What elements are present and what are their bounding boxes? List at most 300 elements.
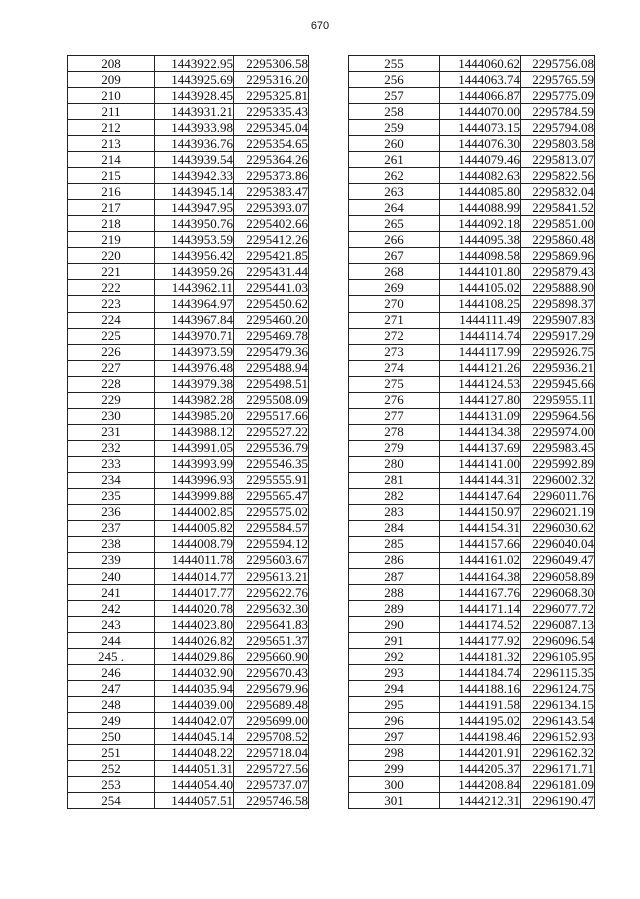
- x-coordinate-cell: 1443985.20: [155, 408, 234, 424]
- table-row: [349, 168, 595, 184]
- point-number-cell: 299: [349, 761, 440, 777]
- point-number-cell: 275: [349, 376, 440, 392]
- x-coordinate-cell: 1443993.99: [155, 456, 234, 472]
- table-row: [68, 424, 309, 440]
- table-row: [68, 777, 309, 793]
- y-coordinate-cell: 2296040.04: [521, 536, 595, 552]
- table-row: [349, 152, 595, 168]
- x-coordinate-cell: 1444011.78: [155, 552, 234, 568]
- x-coordinate-cell: 1444150.97: [440, 504, 521, 520]
- point-number-cell: 280: [349, 456, 440, 472]
- table-row: [349, 200, 595, 216]
- x-coordinate-cell: 1444127.80: [440, 392, 521, 408]
- table-row: [68, 729, 309, 745]
- x-coordinate-cell: 1443942.33: [155, 168, 234, 184]
- y-coordinate-cell: 2295907.83: [521, 312, 595, 328]
- x-coordinate-cell: 1443933.98: [155, 120, 234, 136]
- y-coordinate-cell: 2295460.20: [234, 312, 309, 328]
- table-row: [68, 376, 309, 392]
- point-number-cell: 216: [68, 184, 155, 200]
- table-row: [349, 681, 595, 697]
- x-coordinate-cell: 1443945.14: [155, 184, 234, 200]
- point-number-cell: 221: [68, 264, 155, 280]
- point-number-cell: 217: [68, 200, 155, 216]
- y-coordinate-cell: 2295926.75: [521, 344, 595, 360]
- point-number-cell: 285: [349, 536, 440, 552]
- point-number-cell: 209: [68, 72, 155, 88]
- x-coordinate-cell: 1443959.26: [155, 264, 234, 280]
- y-coordinate-cell: 2295450.62: [234, 296, 309, 312]
- table-row: [349, 569, 595, 585]
- x-coordinate-cell: 1444002.85: [155, 504, 234, 520]
- y-coordinate-cell: 2296011.76: [521, 488, 595, 504]
- point-number-cell: 241: [68, 585, 155, 601]
- table-row: [349, 88, 595, 104]
- coordinate-table-left: [67, 55, 309, 809]
- point-number-cell: 231: [68, 424, 155, 440]
- x-coordinate-cell: 1443976.48: [155, 360, 234, 376]
- y-coordinate-cell: 2295354.65: [234, 136, 309, 152]
- table-row: [349, 104, 595, 120]
- table-row: [68, 72, 309, 88]
- x-coordinate-cell: 1443939.54: [155, 152, 234, 168]
- y-coordinate-cell: 2296058.89: [521, 569, 595, 585]
- x-coordinate-cell: 1444188.16: [440, 681, 521, 697]
- point-number-cell: 270: [349, 296, 440, 312]
- point-number-cell: 261: [349, 152, 440, 168]
- y-coordinate-cell: 2295794.08: [521, 120, 595, 136]
- table-row: [68, 360, 309, 376]
- point-number-cell: 267: [349, 248, 440, 264]
- point-number-cell: 271: [349, 312, 440, 328]
- y-coordinate-cell: 2295316.20: [234, 72, 309, 88]
- point-number-cell: 232: [68, 440, 155, 456]
- table-row: [68, 617, 309, 633]
- x-coordinate-cell: 1444108.25: [440, 296, 521, 312]
- x-coordinate-cell: 1444111.49: [440, 312, 521, 328]
- point-number-cell: 284: [349, 520, 440, 536]
- point-number-cell: 215: [68, 168, 155, 184]
- table-row: [68, 472, 309, 488]
- point-number-cell: 283: [349, 504, 440, 520]
- y-coordinate-cell: 2295879.43: [521, 264, 595, 280]
- y-coordinate-cell: 2296190.47: [521, 793, 595, 809]
- table-row: [349, 504, 595, 520]
- table-row: [349, 312, 595, 328]
- point-number-cell: 245 .: [68, 649, 155, 665]
- y-coordinate-cell: 2295651.37: [234, 633, 309, 649]
- x-coordinate-cell: 1444134.38: [440, 424, 521, 440]
- table-row: [349, 665, 595, 681]
- table-row: [68, 56, 309, 72]
- x-coordinate-cell: 1444195.02: [440, 713, 521, 729]
- page-number: 670: [310, 20, 330, 32]
- x-coordinate-cell: 1444137.69: [440, 440, 521, 456]
- x-coordinate-cell: 1443953.59: [155, 232, 234, 248]
- table-row: [349, 248, 595, 264]
- y-coordinate-cell: 2296105.95: [521, 649, 595, 665]
- table-row: [68, 328, 309, 344]
- table-row: [68, 88, 309, 104]
- x-coordinate-cell: 1443922.95: [155, 56, 234, 72]
- table-row: [349, 72, 595, 88]
- point-number-cell: 255: [349, 56, 440, 72]
- x-coordinate-cell: 1444208.84: [440, 777, 521, 793]
- table-row: [349, 264, 595, 280]
- y-coordinate-cell: 2295888.90: [521, 280, 595, 296]
- y-coordinate-cell: 2295402.66: [234, 216, 309, 232]
- x-coordinate-cell: 1444164.38: [440, 569, 521, 585]
- y-coordinate-cell: 2295546.35: [234, 456, 309, 472]
- point-number-cell: 265: [349, 216, 440, 232]
- table-row: [349, 408, 595, 424]
- y-coordinate-cell: 2295936.21: [521, 360, 595, 376]
- table-row: [68, 504, 309, 520]
- table-row: [68, 665, 309, 681]
- x-coordinate-cell: 1444201.91: [440, 745, 521, 761]
- point-number-cell: 239: [68, 552, 155, 568]
- point-number-cell: 301: [349, 793, 440, 809]
- x-coordinate-cell: 1443964.97: [155, 296, 234, 312]
- point-number-cell: 236: [68, 504, 155, 520]
- table-row: [349, 649, 595, 665]
- table-row: [349, 472, 595, 488]
- point-number-cell: 222: [68, 280, 155, 296]
- y-coordinate-cell: 2296077.72: [521, 601, 595, 617]
- y-coordinate-cell: 2296087.13: [521, 617, 595, 633]
- x-coordinate-cell: 1444105.02: [440, 280, 521, 296]
- point-number-cell: 266: [349, 232, 440, 248]
- point-number-cell: 269: [349, 280, 440, 296]
- point-number-cell: 251: [68, 745, 155, 761]
- y-coordinate-cell: 2295469.78: [234, 328, 309, 344]
- y-coordinate-cell: 2295622.76: [234, 585, 309, 601]
- x-coordinate-cell: 1444181.32: [440, 649, 521, 665]
- table-row: [68, 440, 309, 456]
- y-coordinate-cell: 2296030.62: [521, 520, 595, 536]
- point-number-cell: 298: [349, 745, 440, 761]
- x-coordinate-cell: 1444121.26: [440, 360, 521, 376]
- y-coordinate-cell: 2295860.48: [521, 232, 595, 248]
- table-row: [68, 200, 309, 216]
- y-coordinate-cell: 2295765.59: [521, 72, 595, 88]
- table-row: [68, 296, 309, 312]
- point-number-cell: 233: [68, 456, 155, 472]
- x-coordinate-cell: 1444088.99: [440, 200, 521, 216]
- y-coordinate-cell: 2295641.83: [234, 617, 309, 633]
- point-number-cell: 294: [349, 681, 440, 697]
- x-coordinate-cell: 1444147.64: [440, 488, 521, 504]
- point-number-cell: 235: [68, 488, 155, 504]
- table-row: [349, 552, 595, 568]
- point-number-cell: 214: [68, 152, 155, 168]
- table-row: [68, 745, 309, 761]
- y-coordinate-cell: 2296152.93: [521, 729, 595, 745]
- y-coordinate-cell: 2295746.58: [234, 793, 309, 809]
- x-coordinate-cell: 1444079.46: [440, 152, 521, 168]
- point-number-cell: 246: [68, 665, 155, 681]
- y-coordinate-cell: 2295841.52: [521, 200, 595, 216]
- table-row: [349, 520, 595, 536]
- point-number-cell: 250: [68, 729, 155, 745]
- point-number-cell: 248: [68, 697, 155, 713]
- x-coordinate-cell: 1444073.15: [440, 120, 521, 136]
- point-number-cell: 223: [68, 296, 155, 312]
- table-row: [68, 520, 309, 536]
- point-number-cell: 247: [68, 681, 155, 697]
- y-coordinate-cell: 2295603.67: [234, 552, 309, 568]
- point-number-cell: 230: [68, 408, 155, 424]
- y-coordinate-cell: 2295813.07: [521, 152, 595, 168]
- y-coordinate-cell: 2295527.22: [234, 424, 309, 440]
- x-coordinate-cell: 1444167.76: [440, 585, 521, 601]
- x-coordinate-cell: 1444098.58: [440, 248, 521, 264]
- table-row: [349, 328, 595, 344]
- x-coordinate-cell: 1444092.18: [440, 216, 521, 232]
- table-row: [349, 761, 595, 777]
- table-row: [349, 713, 595, 729]
- table-row: [349, 296, 595, 312]
- point-number-cell: 273: [349, 344, 440, 360]
- x-coordinate-cell: 1444054.40: [155, 777, 234, 793]
- point-number-cell: 252: [68, 761, 155, 777]
- point-number-cell: 229: [68, 392, 155, 408]
- y-coordinate-cell: 2295479.36: [234, 344, 309, 360]
- table-row: [349, 745, 595, 761]
- point-number-cell: 290: [349, 617, 440, 633]
- y-coordinate-cell: 2296124.75: [521, 681, 595, 697]
- table-row: [349, 456, 595, 472]
- point-number-cell: 277: [349, 408, 440, 424]
- x-coordinate-cell: 1443928.45: [155, 88, 234, 104]
- y-coordinate-cell: 2296002.32: [521, 472, 595, 488]
- x-coordinate-cell: 1443999.88: [155, 488, 234, 504]
- point-number-cell: 244: [68, 633, 155, 649]
- y-coordinate-cell: 2296096.54: [521, 633, 595, 649]
- y-coordinate-cell: 2296134.15: [521, 697, 595, 713]
- point-number-cell: 287: [349, 569, 440, 585]
- y-coordinate-cell: 2295306.58: [234, 56, 309, 72]
- y-coordinate-cell: 2295803.58: [521, 136, 595, 152]
- y-coordinate-cell: 2295488.94: [234, 360, 309, 376]
- point-number-cell: 254: [68, 793, 155, 809]
- y-coordinate-cell: 2295699.00: [234, 713, 309, 729]
- point-number-cell: 210: [68, 88, 155, 104]
- table-row: [68, 248, 309, 264]
- x-coordinate-cell: 1443936.76: [155, 136, 234, 152]
- point-number-cell: 256: [349, 72, 440, 88]
- x-coordinate-cell: 1444141.00: [440, 456, 521, 472]
- y-coordinate-cell: 2296068.30: [521, 585, 595, 601]
- point-number-cell: 260: [349, 136, 440, 152]
- table-row: [68, 713, 309, 729]
- x-coordinate-cell: 1444035.94: [155, 681, 234, 697]
- y-coordinate-cell: 2295851.00: [521, 216, 595, 232]
- table-row: [68, 649, 309, 665]
- x-coordinate-cell: 1443925.69: [155, 72, 234, 88]
- y-coordinate-cell: 2295517.66: [234, 408, 309, 424]
- x-coordinate-cell: 1443950.76: [155, 216, 234, 232]
- point-number-cell: 274: [349, 360, 440, 376]
- y-coordinate-cell: 2296171.71: [521, 761, 595, 777]
- point-number-cell: 218: [68, 216, 155, 232]
- table-row: [349, 440, 595, 456]
- table-row: [349, 633, 595, 649]
- point-number-cell: 281: [349, 472, 440, 488]
- y-coordinate-cell: 2295584.57: [234, 520, 309, 536]
- point-number-cell: 263: [349, 184, 440, 200]
- y-coordinate-cell: 2295964.56: [521, 408, 595, 424]
- point-number-cell: 253: [68, 777, 155, 793]
- x-coordinate-cell: 1444017.77: [155, 585, 234, 601]
- table-row: [68, 264, 309, 280]
- y-coordinate-cell: 2296143.54: [521, 713, 595, 729]
- point-number-cell: 268: [349, 264, 440, 280]
- y-coordinate-cell: 2295832.04: [521, 184, 595, 200]
- point-number-cell: 228: [68, 376, 155, 392]
- point-number-cell: 243: [68, 617, 155, 633]
- y-coordinate-cell: 2295536.79: [234, 440, 309, 456]
- y-coordinate-cell: 2295325.81: [234, 88, 309, 104]
- table-row: [68, 585, 309, 601]
- table-row: [349, 536, 595, 552]
- y-coordinate-cell: 2295555.91: [234, 472, 309, 488]
- y-coordinate-cell: 2295708.52: [234, 729, 309, 745]
- table-row: [68, 216, 309, 232]
- y-coordinate-cell: 2296021.19: [521, 504, 595, 520]
- point-number-cell: 213: [68, 136, 155, 152]
- x-coordinate-cell: 1444114.74: [440, 328, 521, 344]
- y-coordinate-cell: 2295431.44: [234, 264, 309, 280]
- table-row: [68, 536, 309, 552]
- x-coordinate-cell: 1444014.77: [155, 569, 234, 585]
- y-coordinate-cell: 2295983.45: [521, 440, 595, 456]
- x-coordinate-cell: 1444066.87: [440, 88, 521, 104]
- y-coordinate-cell: 2295784.59: [521, 104, 595, 120]
- point-number-cell: 264: [349, 200, 440, 216]
- x-coordinate-cell: 1444063.74: [440, 72, 521, 88]
- x-coordinate-cell: 1443947.95: [155, 200, 234, 216]
- x-coordinate-cell: 1444154.31: [440, 520, 521, 536]
- x-coordinate-cell: 1444048.22: [155, 745, 234, 761]
- x-coordinate-cell: 1444023.80: [155, 617, 234, 633]
- point-number-cell: 272: [349, 328, 440, 344]
- point-number-cell: 220: [68, 248, 155, 264]
- y-coordinate-cell: 2295345.04: [234, 120, 309, 136]
- x-coordinate-cell: 1443962.11: [155, 280, 234, 296]
- x-coordinate-cell: 1444060.62: [440, 56, 521, 72]
- table-row: [349, 360, 595, 376]
- y-coordinate-cell: 2295775.09: [521, 88, 595, 104]
- table-row: [68, 408, 309, 424]
- x-coordinate-cell: 1444020.78: [155, 601, 234, 617]
- x-coordinate-cell: 1444029.86: [155, 649, 234, 665]
- x-coordinate-cell: 1443996.93: [155, 472, 234, 488]
- y-coordinate-cell: 2296049.47: [521, 552, 595, 568]
- point-number-cell: 259: [349, 120, 440, 136]
- point-number-cell: 296: [349, 713, 440, 729]
- point-number-cell: 240: [68, 569, 155, 585]
- table-row: [68, 312, 309, 328]
- point-number-cell: 211: [68, 104, 155, 120]
- point-number-cell: 219: [68, 232, 155, 248]
- table-row: [349, 280, 595, 296]
- y-coordinate-cell: 2295869.96: [521, 248, 595, 264]
- table-row: [349, 184, 595, 200]
- point-number-cell: 282: [349, 488, 440, 504]
- point-number-cell: 224: [68, 312, 155, 328]
- x-coordinate-cell: 1444177.92: [440, 633, 521, 649]
- y-coordinate-cell: 2295737.07: [234, 777, 309, 793]
- y-coordinate-cell: 2295335.43: [234, 104, 309, 120]
- x-coordinate-cell: 1444039.00: [155, 697, 234, 713]
- table-row: [349, 232, 595, 248]
- table-row: [349, 344, 595, 360]
- table-row: [349, 216, 595, 232]
- table-row: [68, 392, 309, 408]
- y-coordinate-cell: 2296115.35: [521, 665, 595, 681]
- y-coordinate-cell: 2296181.09: [521, 777, 595, 793]
- x-coordinate-cell: 1444057.51: [155, 793, 234, 809]
- y-coordinate-cell: 2295373.86: [234, 168, 309, 184]
- y-coordinate-cell: 2295955.11: [521, 392, 595, 408]
- table-row: [349, 697, 595, 713]
- point-number-cell: 238: [68, 536, 155, 552]
- table-row: [349, 56, 595, 72]
- y-coordinate-cell: 2295898.37: [521, 296, 595, 312]
- table-row: [68, 456, 309, 472]
- x-coordinate-cell: 1444161.02: [440, 552, 521, 568]
- table-row: [349, 617, 595, 633]
- table-row: [68, 184, 309, 200]
- point-number-cell: 292: [349, 649, 440, 665]
- x-coordinate-cell: 1443979.38: [155, 376, 234, 392]
- y-coordinate-cell: 2295508.09: [234, 392, 309, 408]
- y-coordinate-cell: 2295945.66: [521, 376, 595, 392]
- table-row: [68, 633, 309, 649]
- x-coordinate-cell: 1443988.12: [155, 424, 234, 440]
- y-coordinate-cell: 2295727.56: [234, 761, 309, 777]
- x-coordinate-cell: 1443973.59: [155, 344, 234, 360]
- point-number-cell: 237: [68, 520, 155, 536]
- y-coordinate-cell: 2295689.48: [234, 697, 309, 713]
- table-row: [68, 601, 309, 617]
- y-coordinate-cell: 2295441.03: [234, 280, 309, 296]
- point-number-cell: 289: [349, 601, 440, 617]
- y-coordinate-cell: 2295421.85: [234, 248, 309, 264]
- x-coordinate-cell: 1443931.21: [155, 104, 234, 120]
- point-number-cell: 279: [349, 440, 440, 456]
- table-row: [349, 793, 595, 809]
- point-number-cell: 286: [349, 552, 440, 568]
- y-coordinate-cell: 2295575.02: [234, 504, 309, 520]
- table-row: [68, 104, 309, 120]
- point-number-cell: 295: [349, 697, 440, 713]
- y-coordinate-cell: 2295613.21: [234, 569, 309, 585]
- x-coordinate-cell: 1444205.37: [440, 761, 521, 777]
- table-row: [349, 120, 595, 136]
- x-coordinate-cell: 1444042.07: [155, 713, 234, 729]
- table-row: [68, 152, 309, 168]
- y-coordinate-cell: 2295974.00: [521, 424, 595, 440]
- y-coordinate-cell: 2295679.96: [234, 681, 309, 697]
- x-coordinate-cell: 1443967.84: [155, 312, 234, 328]
- x-coordinate-cell: 1444082.63: [440, 168, 521, 184]
- table-row: [68, 681, 309, 697]
- point-number-cell: 288: [349, 585, 440, 601]
- y-coordinate-cell: 2295670.43: [234, 665, 309, 681]
- table-row: [68, 697, 309, 713]
